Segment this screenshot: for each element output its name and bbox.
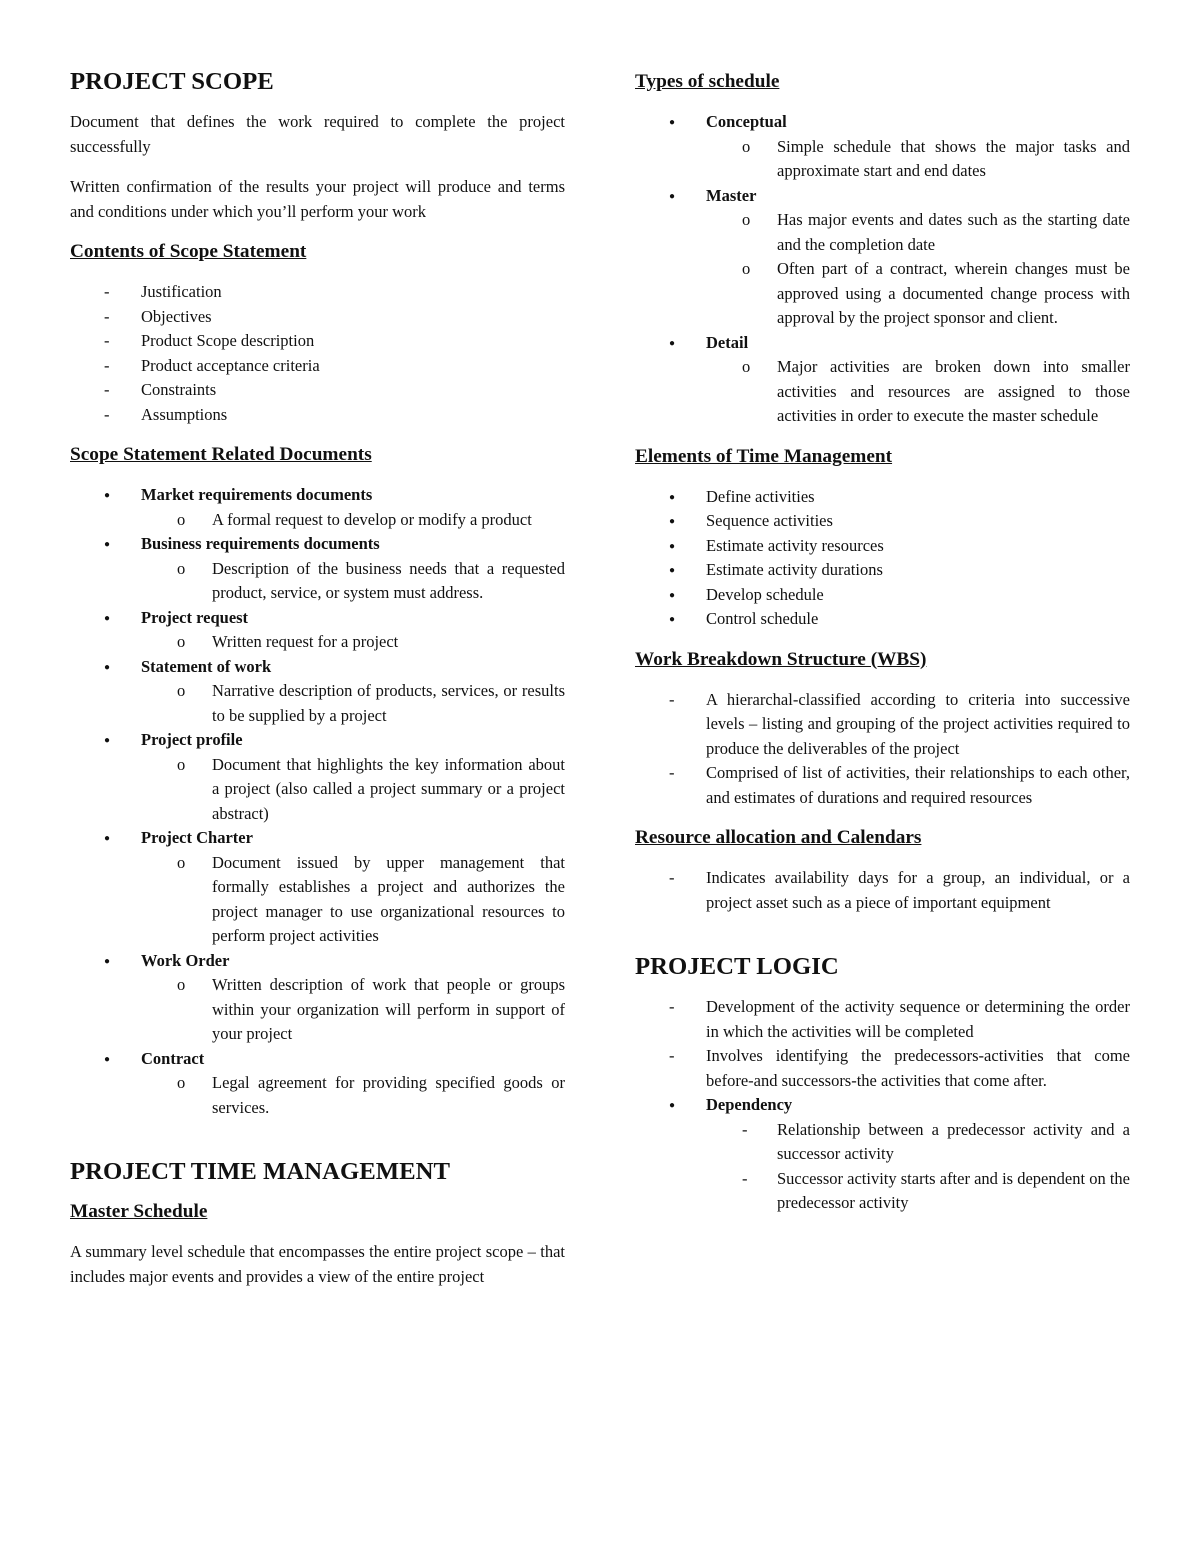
list-item: - Assumptions: [70, 403, 565, 428]
item-label: Dependency: [706, 1095, 793, 1114]
elements-list: [635, 485, 1130, 632]
resource-allocation-heading: Resource allocation and Calendars: [635, 827, 922, 848]
related-documents-list: [70, 483, 565, 1120]
list-item: ● Control schedule: [635, 607, 1130, 632]
resource-list: [635, 866, 1130, 915]
list-item: [70, 483, 565, 532]
schedule-types-list: [635, 110, 1130, 429]
item-label: Master: [706, 185, 757, 205]
list-item: [635, 331, 1130, 429]
sub-item: o Legal agreement for providing specified goods or services.: [70, 1071, 565, 1120]
master-schedule-paragraph: A summary level schedule that encompasses the entire project scope – that includes major events and provides a view of the entire project: [70, 1242, 565, 1286]
wbs-heading: Work Breakdown Structure (WBS): [635, 648, 927, 670]
list-item: - Product Scope description: [70, 329, 565, 354]
item-label: Project profile: [141, 730, 243, 749]
item-label: Conceptual: [706, 112, 787, 131]
master-schedule-heading: Master Schedule: [70, 1201, 208, 1222]
list-item: ● Sequence activities: [635, 509, 1130, 534]
sub-item: o Description of the business needs that a requested product, service, or system must address.: [70, 557, 565, 606]
list-item: [635, 1093, 1130, 1216]
list-item: [635, 184, 1130, 331]
item-label: Project request: [141, 607, 249, 627]
item-label: Work Order: [141, 950, 230, 970]
sub-item: o Simple schedule that shows the major tasks and approximate start and end dates: [635, 135, 1130, 184]
sub-item: o Narrative description of products, services, or results to be supplied by a project: [70, 679, 565, 728]
list-item: - Development of the activity sequence or determining the order in which the activities will be completed: [635, 995, 1130, 1044]
item-label: Contract: [141, 1048, 205, 1068]
list-item: [635, 110, 1130, 184]
logic-list: [635, 995, 1130, 1093]
list-item: ● Define activities: [635, 485, 1130, 510]
dependency-list: [635, 1093, 1130, 1216]
item-label: Statement of work: [141, 656, 272, 676]
sub-item: o Written description of work that people or groups within your organization will perform in support of your project: [70, 973, 565, 1047]
elements-heading: Elements of Time Management: [635, 445, 893, 467]
item-label: Business requirements documents: [141, 534, 380, 553]
time-management-title: PROJECT TIME MANAGEMENT: [70, 1158, 450, 1185]
sub-item: - Successor activity starts after and is dependent on the predecessor activity: [635, 1167, 1130, 1216]
contents-list: [70, 280, 565, 427]
left-column: [70, 70, 565, 1289]
list-item: [70, 655, 565, 729]
right-column: [635, 70, 1130, 1216]
sub-item: o Written request for a project: [70, 630, 565, 655]
item-label: Project Charter: [141, 828, 253, 847]
list-item: [70, 949, 565, 1047]
scope-paragraph: Document that defines the work required to complete the project successfully: [70, 112, 565, 156]
list-item: [70, 826, 565, 949]
project-scope-title: PROJECT SCOPE: [70, 68, 274, 95]
related-documents-heading: Scope Statement Related Documents: [70, 444, 372, 465]
list-item: [70, 532, 565, 606]
list-item: ● Develop schedule: [635, 583, 1130, 608]
list-item: - Constraints: [70, 378, 565, 403]
sub-item: o Often part of a contract, wherein changes must be approved using a documented change process with approval by the project sponsor and client.: [635, 257, 1130, 331]
list-item: [70, 606, 565, 655]
scope-paragraph: Written confirmation of the results your project will produce and terms and conditions under which you’ll perform your work: [70, 177, 565, 221]
list-item: ● Estimate activity durations: [635, 558, 1130, 583]
list-item: - Involves identifying the predecessors-activities that come before-and successors-the activities that come after.: [635, 1044, 1130, 1093]
item-label: Market requirements documents: [141, 485, 373, 504]
list-item: - Objectives: [70, 305, 565, 330]
list-item: - A hierarchal-classified according to criteria into successive levels – listing and grouping of the project activities required to produce the deliverables of the project: [635, 688, 1130, 762]
list-item: - Product acceptance criteria: [70, 354, 565, 379]
list-item: [70, 728, 565, 826]
wbs-list: [635, 688, 1130, 811]
sub-item: o A formal request to develop or modify a product: [70, 508, 565, 533]
list-item: - Justification: [70, 280, 565, 305]
sub-item: o Document that highlights the key information about a project (also called a project summary or a project abstract): [70, 753, 565, 827]
sub-item: o Major activities are broken down into smaller activities and resources are assigned to those activities in order to execute the master schedule: [635, 355, 1130, 429]
types-of-schedule-heading: Types of schedule: [635, 71, 780, 92]
project-logic-title: PROJECT LOGIC: [635, 953, 839, 980]
item-label: Detail: [706, 332, 749, 352]
list-item: - Comprised of list of activities, their relationships to each other, and estimates of durations and required resources: [635, 761, 1130, 810]
list-item: ● Estimate activity resources: [635, 534, 1130, 559]
sub-item: o Document issued by upper management that formally establishes a project and authorizes the project manager to use organizational resources to perform project activities: [70, 851, 565, 949]
list-item: - Indicates availability days for a group, an individual, or a project asset such as a piece of important equipment: [635, 866, 1130, 915]
list-item: [70, 1047, 565, 1121]
sub-item: o Has major events and dates such as the starting date and the completion date: [635, 208, 1130, 257]
sub-item: - Relationship between a predecessor activity and a successor activity: [635, 1118, 1130, 1167]
contents-of-scope-heading: Contents of Scope Statement: [70, 241, 307, 262]
